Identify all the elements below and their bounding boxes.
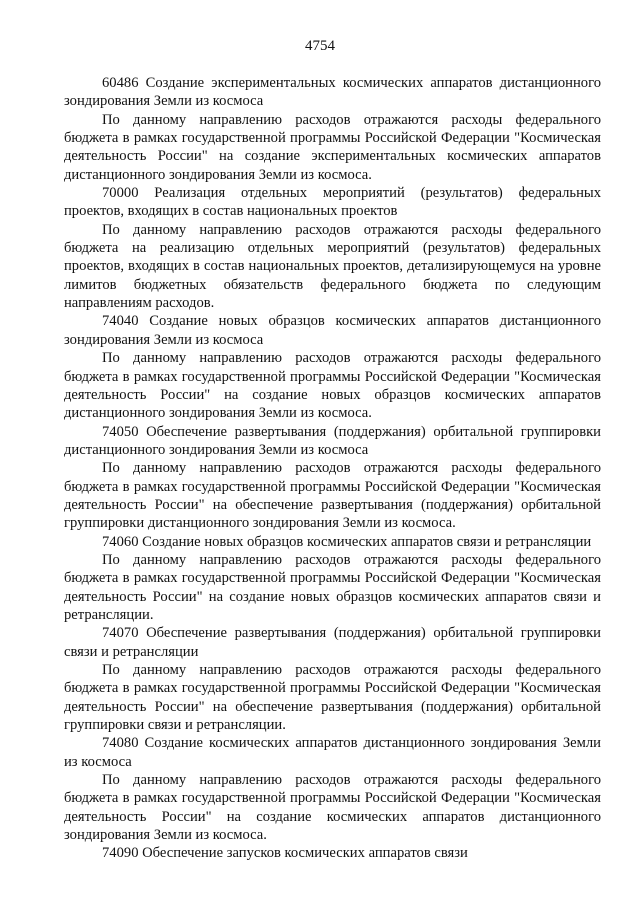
expense-code-heading: 74070 Обеспечение развертывания (поддержания) орбитальной группировки связи и ретрансляции — [64, 625, 601, 660]
expense-code-heading: 74060 Создание новых образцов космических аппаратов связи и ретрансляции — [102, 533, 592, 550]
expense-description: По данному направлению расходов отражаются расходы федерального бюджета на реализацию отдельных мероприятий (результатов) федеральных проектов, входящих в состав национальных проектов, детализирующемуся на уровне лимитов бюджетных обязательств федерального бюджета по следующим направлениям расходов. — [64, 221, 601, 312]
expense-code-heading: 74090 Обеспечение запусков космических аппаратов связи — [102, 845, 468, 862]
expense-description: По данному направлению расходов отражаются расходы федерального бюджета в рамках государственной программы Российской Федерации "Космическая деятельность России" на создание космических аппаратов дистанционного зондирования Земли из космоса. — [64, 772, 601, 844]
expense-code-heading: 60486 Создание экспериментальных космических аппаратов дистанционного зондирования Земли из космоса — [64, 75, 601, 110]
expense-description: По данному направлению расходов отражаются расходы федерального бюджета в рамках государственной программы Российской Федерации "Космическая деятельность России" на обеспечение развертывания (поддержания) орбитальной группировки дистанционного зондирования Земли из космоса. — [64, 460, 601, 532]
page-number: 4754 — [305, 38, 335, 54]
expense-code-heading: 74080 Создание космических аппаратов дистанционного зондирования Земли из космоса — [64, 735, 601, 770]
expense-code-heading: 74040 Создание новых образцов космических аппаратов дистанционного зондирования Земли из космоса — [64, 313, 601, 348]
expense-description: По данному направлению расходов отражаются расходы федерального бюджета в рамках государственной программы Российской Федерации "Космическая деятельность России" на создание экспериментальных космических аппаратов дистанционного зондирования Земли из космоса. — [64, 111, 601, 183]
expense-description: По данному направлению расходов отражаются расходы федерального бюджета в рамках государственной программы Российской Федерации "Космическая деятельность России" на создание новых образцов космических аппаратов связи и ретрансляции. — [64, 551, 601, 623]
expense-code-heading: 74050 Обеспечение развертывания (поддержания) орбитальной группировки дистанционного зондирования Земли из космоса — [64, 423, 601, 458]
expense-description: По данному направлению расходов отражаются расходы федерального бюджета в рамках государственной программы Российской Федерации "Космическая деятельность России" на создание новых образцов космических аппаратов дистанционного зондирования Земли из космоса. — [64, 350, 601, 422]
document-body — [64, 74, 601, 863]
expense-description: По данному направлению расходов отражаются расходы федерального бюджета в рамках государственной программы Российской Федерации "Космическая деятельность России" на обеспечение развертывания (поддержания) орбитальной группировки связи и ретрансляции. — [64, 662, 601, 734]
expense-code-heading: 70000 Реализация отдельных мероприятий (результатов) федеральных проектов, входящих в состав национальных проектов — [64, 185, 601, 220]
